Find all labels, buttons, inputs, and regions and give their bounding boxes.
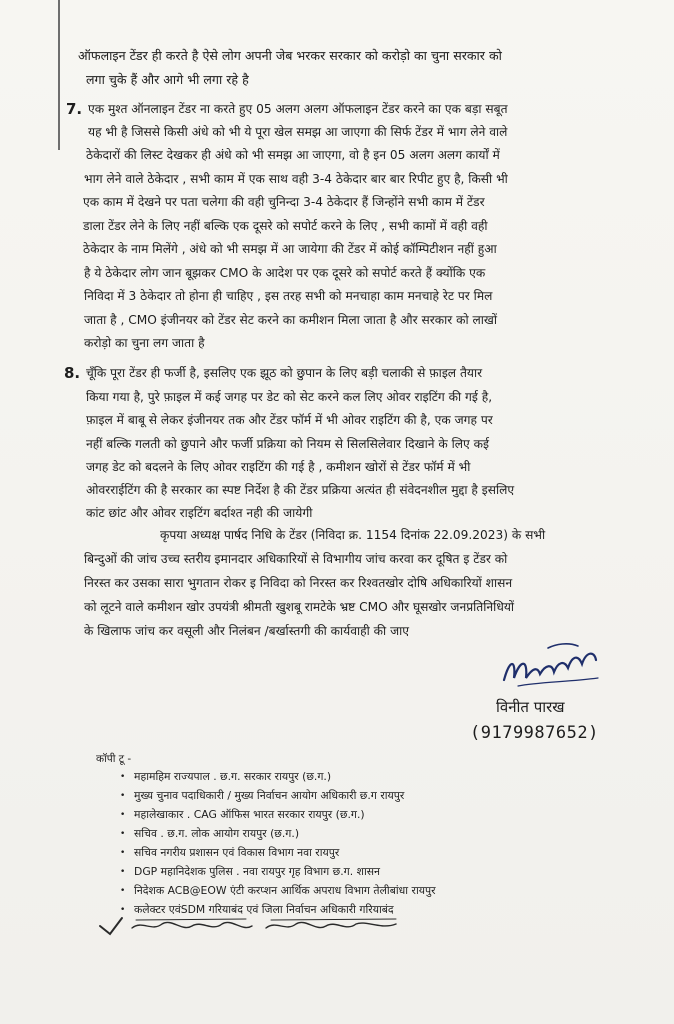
text-line: नहीं बल्कि गलती को छुपाने और फर्जी प्रक्रिया को नियम से सिलसिलेवार दिखाने के लिए कई bbox=[86, 437, 489, 451]
text-line: एक मुश्त ऑनलाइन टेंडर ना करते हुए 05 अलग अलग ऑफलाइन टेंडर करने का एक बड़ा सबूत bbox=[88, 102, 508, 116]
text-line: है ये ठेकेदार लोग जान बूझकर CMO के आदेश पर एक दूसरे को सपोर्ट करते हैं क्योंकि एक bbox=[84, 266, 486, 280]
text-line: जगह डेट को बदलने के लिए ओवर राइटिंग की गई है , कमीशन खोरों से टेंडर फॉर्म में भी bbox=[86, 460, 471, 474]
text-line: कृपया अध्यक्ष पार्षद निधि के टेंडर (निविदा क्र. 1154 दिनांक 22.09.2023) के सभी bbox=[160, 528, 546, 542]
text-line: यह भी है जिससे किसी अंधे को भी ये पूरा खेल समझ आ जाएगा की सिर्फ टेंडर में भाग लेने वाले bbox=[88, 125, 508, 139]
copy-to-item: महालेखाकार . CAG ऑफिस भारत सरकार रायपुर (छ.ग.) bbox=[134, 808, 365, 821]
signatory-name: विनीत पारख bbox=[496, 698, 565, 716]
text-line: बिन्दुओं की जांच उच्च स्तरीय इमानदार अधिकारियों से विभागीय जांच करवा कर दूषित इ टेंडर को bbox=[84, 552, 508, 566]
bullet-icon: • bbox=[120, 905, 126, 915]
text-line: ओवरराईटिंग की है सरकार का स्पष्ट निर्देश है की टेंडर प्रक्रिया अत्यंत ही संवेदनशील मुद्दा है इसलिए bbox=[86, 483, 515, 497]
point-number: 7. bbox=[66, 100, 83, 118]
copy-to-heading: कॉपी टू - bbox=[96, 753, 132, 765]
text-line: ऑफलाइन टेंडर ही करते है ऐसे लोग अपनी जेब भरकर सरकार को करोड़ो का चुना सरकार को bbox=[78, 48, 502, 63]
copy-to-item: महामहिम राज्यपाल . छ.ग. सरकार रायपुर (छ.ग.) bbox=[134, 770, 332, 783]
text-line: किया गया है, पुरे फ़ाइल में कई जगह पर डेट को सेट करने कल लिए ओवर राइटिंग की गई है, bbox=[86, 390, 493, 404]
point-number: 8. bbox=[64, 364, 81, 382]
copy-to-item: निदेशक ACB@EOW एंटी करप्शन आर्थिक अपराध विभाग तेलीबांधा रायपुर bbox=[134, 884, 436, 897]
text-line: निरस्त कर उसका सारा भुगतान रोकर इ निविदा को निरस्त कर रिश्वतखोर दोषि अधिकारियों शासन bbox=[84, 576, 513, 590]
text-line: ठेकेदारों की लिस्ट देखकर ही अंधे को भी समझ आ जाएगा, वो है इन 05 अलग अलग कार्यों में bbox=[86, 148, 500, 162]
bullet-icon: • bbox=[120, 829, 126, 839]
copy-to-item: मुख्य चुनाव पदाधिकारी / मुख्य निर्वाचन आयोग अधिकारी छ.ग रायपुर bbox=[134, 789, 405, 802]
text-line: एक काम में देखने पर पता चलेगा की वही चुनिन्दा 3-4 ठेकेदार हैं जिन्होंने सभी काम में टेंडर bbox=[83, 195, 485, 209]
handwritten-note-icon bbox=[96, 914, 426, 940]
text-line: कांट छांट और ओवर राइटिंग बर्दाश्त नही की जायेगी bbox=[86, 506, 313, 520]
text-line: डाला टेंडर लेने के लिए नहीं बल्कि एक दूसरे को सपोर्ट करने के लिए , सभी कामों में वही वही bbox=[83, 219, 488, 233]
text-line: चूँकि पूरा टेंडर ही फर्जी है, इसलिए एक झूठ को छुपान के लिए बड़ी चलाकी से फ़ाइल तैयार bbox=[86, 366, 483, 380]
bullet-icon: • bbox=[120, 867, 126, 877]
signature-icon bbox=[498, 638, 608, 698]
text-line: करोड़ो का चुना लग जाता है bbox=[84, 336, 205, 350]
bullet-icon: • bbox=[120, 810, 126, 820]
copy-to-item: कलेक्टर एवंSDM गरियाबंद एवं जिला निर्वाचन अधिकारी गरियाबंद bbox=[134, 903, 394, 916]
bullet-icon: • bbox=[120, 886, 126, 896]
text-line: फ़ाइल में बाबू से लेकर इंजीनयर तक और टेंडर फॉर्म में भी ओवर राइटिंग की है, एक जगह पर bbox=[86, 413, 493, 427]
text-line: जाता है , CMO इंजीनयर को टेंडर सेट करने का कमीशन मिला जाता है और सरकार को लाखों bbox=[84, 313, 498, 327]
bullet-icon: • bbox=[120, 848, 126, 858]
text-line: भाग लेने वाले ठेकेदार , सभी काम में एक साथ वही 3-4 ठेकेदार बार बार रिपीट हुए है, किसी भी bbox=[84, 172, 508, 186]
text-line: के खिलाफ जांच कर वसूली और निलंबन /बर्खास्तगी की कार्यवाही की जाए bbox=[84, 624, 410, 638]
copy-to-item: सचिव . छ.ग. लोक आयोग रायपुर (छ.ग.) bbox=[134, 827, 300, 840]
text-line: को लूटने वाले कमीशन खोर उपयंत्री श्रीमती खुशबू रामटेके भ्रष्ट CMO और घूसखोर जनप्रतिनिधियों bbox=[84, 600, 515, 614]
text-line: लगा चुके हैं और आगे भी लगा रहे है bbox=[86, 72, 249, 87]
text-line: निविदा में 3 ठेकेदार तो होना ही चाहिए , इस तरह सभी को मनचाहा काम मनचाहे रेट पर मिल bbox=[84, 289, 493, 303]
bullet-icon: • bbox=[120, 791, 126, 801]
signatory-phone: (9179987652) bbox=[470, 723, 599, 743]
margin-line bbox=[58, 0, 60, 150]
copy-to-item: DGP महानिदेशक पुलिस . नवा रायपुर गृह विभाग छ.ग. शासन bbox=[134, 865, 381, 878]
bullet-icon: • bbox=[120, 772, 126, 782]
copy-to-item: सचिव नगरीय प्रशासन एवं विकास विभाग नवा रायपुर bbox=[134, 846, 340, 859]
text-line: ठेकेदार के नाम मिलेंगे , अंधे को भी समझ में आ जायेगा की टेंडर में कोई कॉम्पिटीशन नहीं हुआ bbox=[83, 242, 497, 256]
